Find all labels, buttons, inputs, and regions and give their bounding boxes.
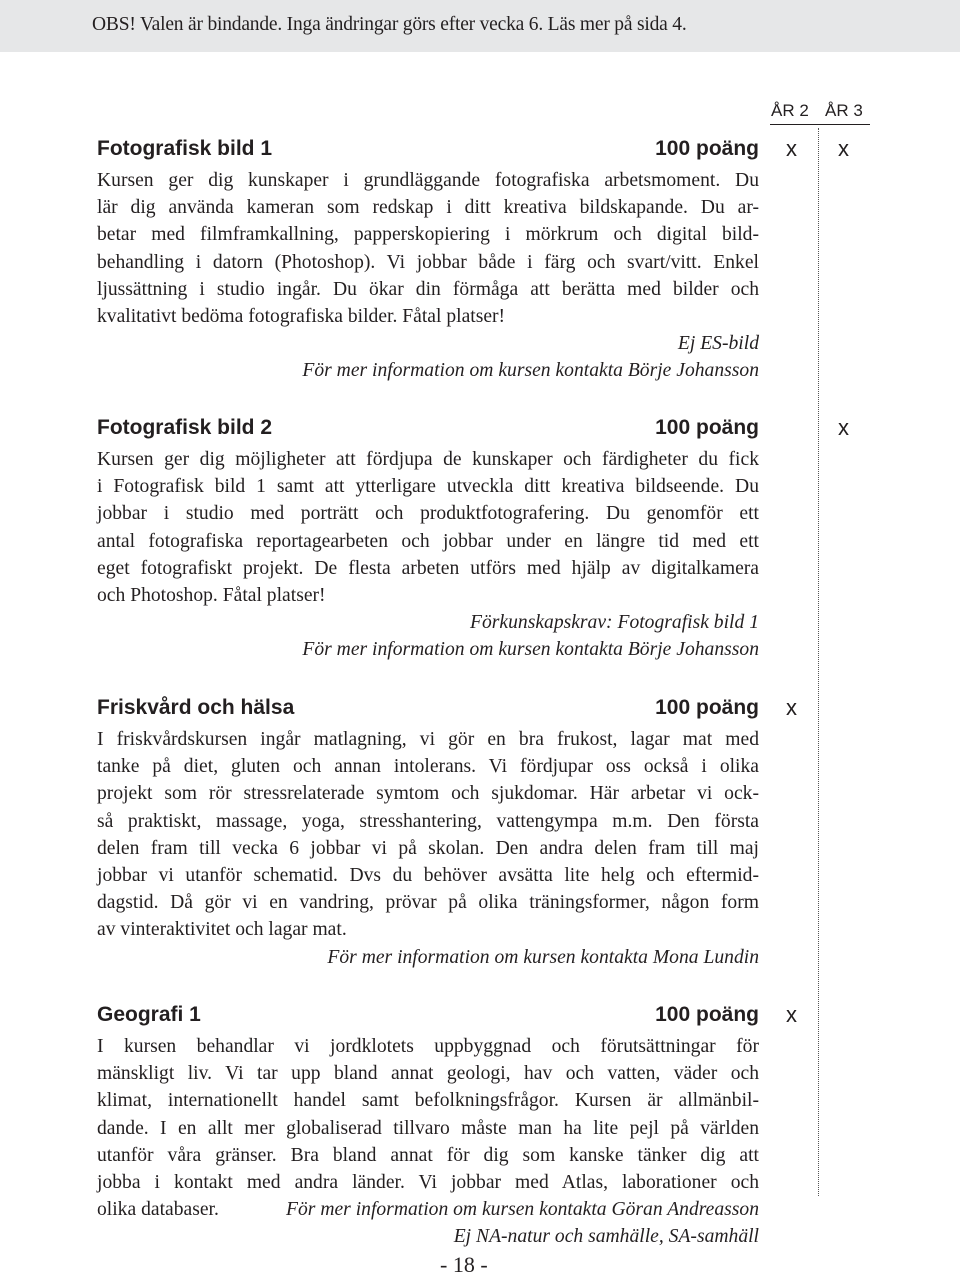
- course-fotografisk-bild-1: [97, 137, 759, 385]
- description-line: lär dig använda kameran som redskap i ditt kreativa bildskapande. Du ar-: [97, 197, 759, 219]
- course-fotografisk-bild-2: [97, 416, 759, 664]
- description-line: av vinteraktivitet och lagar mat.: [97, 919, 347, 941]
- description-line: eget fotografiskt projekt. De flesta arbeten utförs med hjälp av digitalkamera: [97, 557, 759, 579]
- column-header-rule: [770, 124, 870, 125]
- course-title: Fotografisk bild 2: [97, 416, 273, 439]
- year3-mark: x: [838, 136, 849, 161]
- course-geografi-1: [97, 1003, 759, 1251]
- course-heading: [97, 1003, 759, 1033]
- description-line: I friskvårdskursen ingår matlagning, vi gör en bra frukost, lagar mat med: [97, 729, 759, 750]
- description-line: antal fotografiska reportagearbeten och jobbar under en längre tid med ett: [97, 530, 759, 552]
- course-note: Ej ES-bild: [677, 333, 759, 355]
- course-contact: För mer information om kursen kontakta Börje Johansson: [302, 360, 759, 382]
- description-line: klimat, internationellt handel samt befolkningsfrågor. Kursen är allmänbil-: [97, 1090, 759, 1112]
- description-line: Kursen ger dig kunskaper i grundläggande fotografiska arbetsmoment. Du: [97, 170, 759, 191]
- description-line: utanför våra gränser. Bra bland annat för dig som kanske tänker dig att: [97, 1144, 759, 1166]
- course-heading: [97, 416, 759, 446]
- year2-mark: x: [786, 695, 797, 720]
- course-heading: [97, 137, 759, 167]
- description-line: betar med filmframkallning, papperskopiering i mörkrum och digital bild-: [97, 224, 759, 246]
- description-line: mänskligt liv. Vi tar upp bland annat geologi, hav och vatten, väder och: [97, 1063, 759, 1085]
- column-divider: [818, 128, 819, 1196]
- column-header-year3: ÅR 3: [825, 101, 863, 120]
- description-line: jobba i kontakt med andra länder. Vi jobbar med Atlas, laborationer och: [97, 1171, 759, 1193]
- year2-mark: x: [786, 136, 797, 161]
- description-line: tanke på diet, gluten och annan intolerans. Vi fördjupar oss också i olika: [97, 756, 759, 778]
- course-heading: [97, 696, 759, 726]
- description-line: ljussättning i studio ingår. Du ökar din förmåga att berätta med bilder och: [97, 278, 759, 300]
- column-header-year2: ÅR 2: [771, 101, 809, 120]
- page-number: - 18 -: [440, 1252, 488, 1277]
- course-points: 100 poäng: [655, 1003, 759, 1026]
- description-line: olika databaser.: [97, 1199, 219, 1221]
- description-final-row: [97, 1196, 759, 1223]
- course-description: [97, 1033, 759, 1223]
- course-contact: För mer information om kursen kontakta Börje Johansson: [302, 639, 759, 661]
- course-points: 100 poäng: [655, 416, 759, 439]
- description-line: I kursen behandlar vi jordklotets uppbyggnad och förutsättningar för: [97, 1036, 759, 1057]
- description-line: behandling i datorn (Photoshop). Vi jobbar både i färg och svart/vitt. Enkel: [97, 251, 759, 273]
- description-line: och Photoshop. Fåtal platser!: [97, 584, 326, 606]
- description-line: så praktiskt, massage, yoga, stresshantering, vattengympa m.m. Den första: [97, 810, 759, 832]
- year2-mark: x: [786, 1002, 797, 1027]
- notice-text: OBS! Valen är bindande. Inga ändringar görs efter vecka 6. Läs mer på sida 4.: [92, 14, 687, 35]
- course-title: Fotografisk bild 1: [97, 137, 273, 160]
- course-title: Friskvård och hälsa: [97, 696, 295, 719]
- year3-mark: x: [838, 415, 849, 440]
- course-points: 100 poäng: [655, 696, 759, 719]
- course-contact: För mer information om kursen kontakta Göran Andreasson: [286, 1199, 759, 1221]
- course-contact: För mer information om kursen kontakta Mona Lundin: [327, 946, 759, 968]
- description-line: dagstid. Då gör vi en vandring, prövar på olika träningsformer, någon form: [97, 892, 759, 914]
- course-description: [97, 446, 759, 609]
- course-friskvard-och-halsa: [97, 696, 759, 971]
- description-line: jobbar vi utanför schematid. Dvs du behöver avsätta lite helg och eftermid-: [97, 864, 759, 886]
- course-note: Ej NA-natur och samhälle, SA-samhäll: [453, 1226, 759, 1248]
- description-line: kvalitativt bedöma fotografiska bilder. Fåtal platser!: [97, 305, 506, 327]
- course-description: [97, 167, 759, 330]
- description-line: delen fram till vecka 6 jobbar vi på skolan. Den andra delen fram till maj: [97, 837, 759, 859]
- description-line: Kursen ger dig möjligheter att fördjupa de kunskaper och färdigheter du fick: [97, 449, 759, 470]
- notice-banner: [0, 0, 960, 52]
- description-line: i Fotografisk bild 1 samt att ytterligare utveckla ditt kreativa bildseende. Du: [97, 476, 759, 498]
- description-line: projekt som rör stressrelaterade symtom och sjukdomar. Här arbetar vi ock-: [97, 783, 759, 805]
- course-description: [97, 726, 759, 944]
- description-line: jobbar i studio med porträtt och produktfotografering. Du genomför ett: [97, 503, 759, 525]
- course-prerequisite: Förkunskapskrav: Fotografisk bild 1: [470, 612, 759, 634]
- description-line: dande. I en allt mer globaliserad tillvaro måste man ha lite pejl på världen: [97, 1117, 759, 1139]
- course-points: 100 poäng: [655, 137, 759, 160]
- course-title: Geografi 1: [97, 1003, 201, 1026]
